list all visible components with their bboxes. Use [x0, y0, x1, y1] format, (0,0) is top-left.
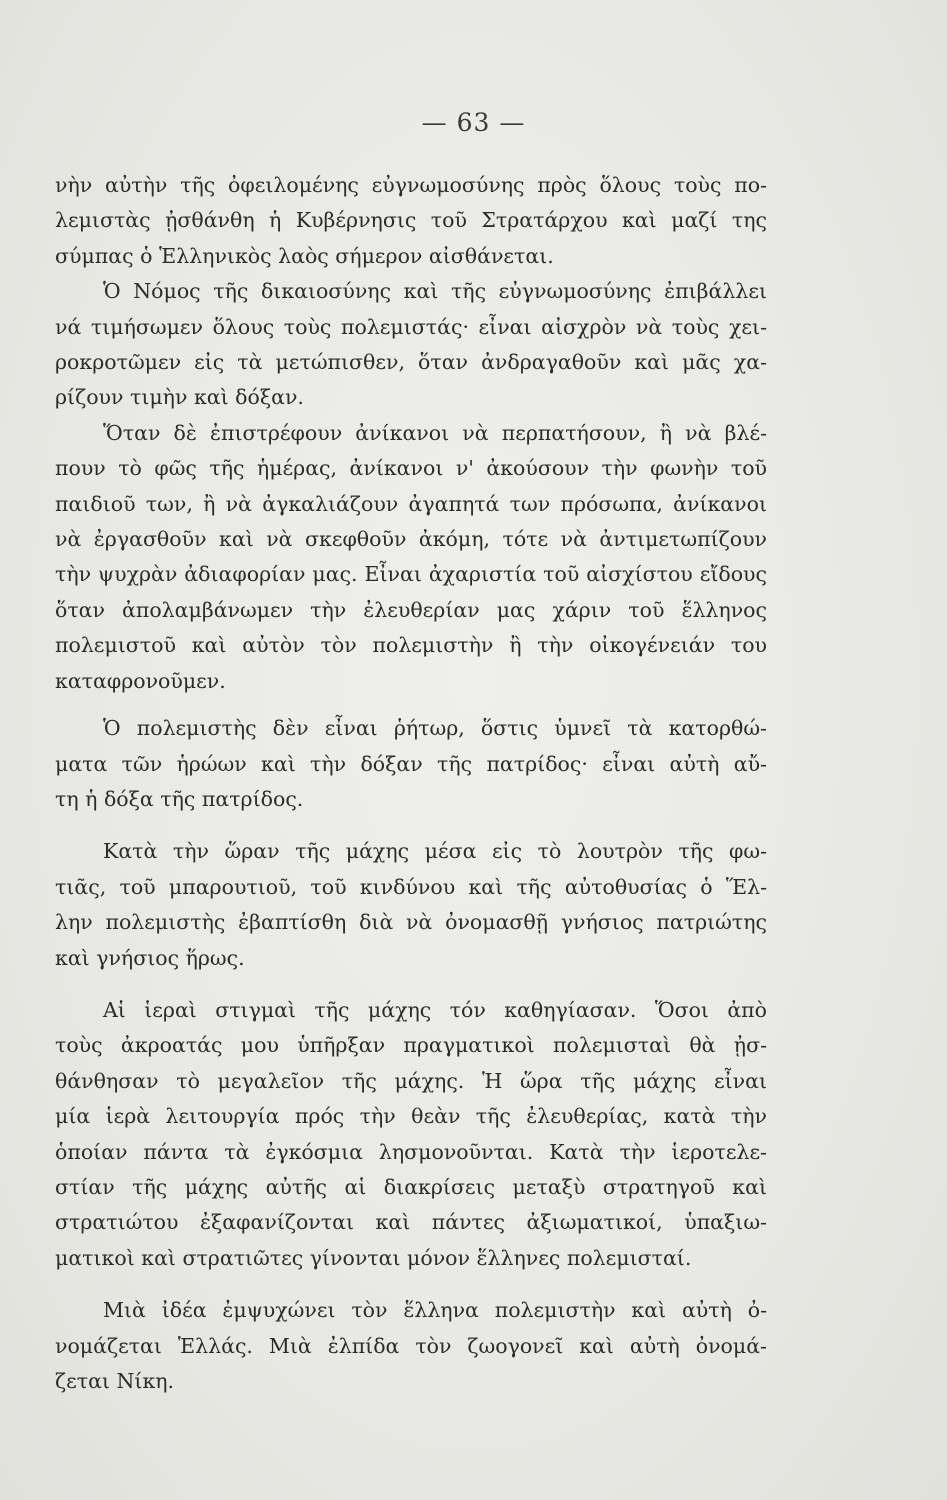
text-line: Ὁ Νόμος τῆς δικαιοσύνης καὶ τῆς εὐγνωμοσύνης ἐπιβάλλει	[103, 279, 767, 304]
paragraph-5	[55, 834, 767, 976]
body-text	[55, 168, 767, 1399]
text-line: μία ἱερὰ λειτουργία πρός τὴν θεὰν τῆς ἐλευθερίας, κατὰ τὴν	[55, 1104, 767, 1129]
paragraph-1	[55, 168, 767, 274]
text-line: ρίζουν τιμὴν καὶ δόξαν.	[55, 385, 304, 410]
paragraph-7	[55, 1293, 767, 1399]
text-line: σύμπας ὁ Ἑλληνικὸς λαὸς σήμερον αἰσθάνεται.	[55, 243, 554, 268]
text-line: θάνθησαν τὸ μεγαλεῖον τῆς μάχης. Ἡ ὥρα τῆς μάχης εἶναι	[55, 1068, 767, 1093]
text-line: Κατὰ τὴν ὥραν τῆς μάχης μέσα εἰς τὸ λουτρὸν τῆς φω-	[103, 839, 767, 864]
text-line: πουν τὸ φῶς τῆς ἡμέρας, ἀνίκανοι ν' ἀκούσουν τὴν φωνὴν τοῦ	[55, 456, 767, 481]
text-line: ματα τῶν ἡρώων καὶ τὴν δόξαν τῆς πατρίδος· εἶναι αὐτὴ αὔ-	[55, 751, 767, 776]
text-line: Ὁ πολεμιστὴς δὲν εἶναι ῥήτωρ, ὅστις ὑμνεῖ τὰ κατορθώ-	[103, 716, 767, 741]
text-line: νομάζεται Ἑλλάς. Μιὰ ἐλπίδα τὸν ζωογονεῖ καὶ αὐτὴ ὀνομά-	[55, 1333, 767, 1358]
text-line: τιᾶς, τοῦ μπαρουτιοῦ, τοῦ κινδύνου καὶ τῆς αὐτοθυσίας ὁ Ἕλ-	[55, 874, 767, 899]
text-line: ροκροτῶμεν εἰς τὰ μετώπισθεν, ὅταν ἀνδραγαθοῦν καὶ μᾶς χα-	[55, 350, 767, 375]
paragraph-6	[55, 993, 767, 1276]
text-line: στρατιώτου ἐξαφανίζονται καὶ πάντες ἀξιωματικοί, ὑπαξιω-	[55, 1210, 767, 1235]
text-line: τοὺς ἀκροατάς μου ὑπῆρξαν πραγματικοὶ πολεμισταὶ θὰ ᾐσ-	[55, 1033, 767, 1058]
text-line: ὅταν ἀπολαμβάνωμεν τὴν ἐλευθερίαν μας χάριν τοῦ ἕλληνος	[55, 597, 767, 622]
text-line: νὰ ἐργασθοῦν καὶ νὰ σκεφθοῦν ἀκόμη, τότε νὰ ἀντιμετωπίζουν	[55, 527, 767, 552]
text-line: νά τιμήσωμεν ὅλους τοὺς πολεμιστάς· εἶναι αἰσχρὸν νὰ τοὺς χει-	[55, 314, 767, 339]
text-line: τη ἡ δόξα τῆς πατρίδος.	[55, 786, 304, 811]
text-line: στίαν τῆς μάχης αὐτῆς αἱ διακρίσεις μεταξὺ στρατηγοῦ καὶ	[55, 1174, 767, 1199]
text-line: Αἱ ἱεραὶ στιγμαὶ τῆς μάχης τόν καθηγίασαν. Ὅσοι ἀπὸ	[103, 997, 767, 1022]
text-line: καταφρονοῦμεν.	[55, 668, 226, 693]
paragraph-4	[55, 711, 767, 817]
text-line: Ὅταν δὲ ἐπιστρέφουν ἀνίκανοι νὰ περπατήσουν, ἢ νὰ βλέ-	[103, 420, 767, 445]
paragraph-2	[55, 274, 767, 416]
paragraph-3	[55, 416, 767, 699]
page-number: — 63 —	[421, 108, 526, 137]
text-line: Μιὰ ἰδέα ἐμψυχώνει τὸν ἕλληνα πολεμιστὴν καὶ αὐτὴ ὀ-	[103, 1298, 767, 1323]
text-line: τὴν ψυχρὰν ἀδιαφορίαν μας. Εἶναι ἀχαριστία τοῦ αἰσχίστου εἴδους	[55, 562, 767, 587]
text-line: λην πολεμιστὴς ἐβαπτίσθη διὰ νὰ ὀνομασθῇ γνήσιος πατριώτης	[55, 910, 767, 935]
text-line: νὴν αὐτὴν τῆς ὀφειλομένης εὐγνωμοσύνης πρὸς ὅλους τοὺς πο-	[55, 173, 767, 197]
text-line: ζεται Νίκη.	[55, 1369, 175, 1393]
text-line: λεμιστὰς ᾐσθάνθη ἡ Κυβέρνησις τοῦ Στρατάρχου καὶ μαζί της	[55, 208, 767, 233]
text-line: παιδιοῦ των, ἢ νὰ ἀγκαλιάζουν ἀγαπητά των πρόσωπα, ἀνίκανοι	[55, 491, 767, 516]
text-line: καὶ γνήσιος ἥρως.	[55, 945, 245, 970]
text-line: ὁποίαν πάντα τὰ ἐγκόσμια λησμονοῦνται. Κατὰ τὴν ἱεροτελε-	[55, 1139, 767, 1164]
text-line: ματικοὶ καὶ στρατιῶτες γίνονται μόνον ἕλληνες πολεμισταί.	[55, 1245, 692, 1270]
text-line: πολεμιστοῦ καὶ αὐτὸν τὸν πολεμιστὴν ἢ τὴν οἰκογένειάν του	[55, 633, 767, 658]
